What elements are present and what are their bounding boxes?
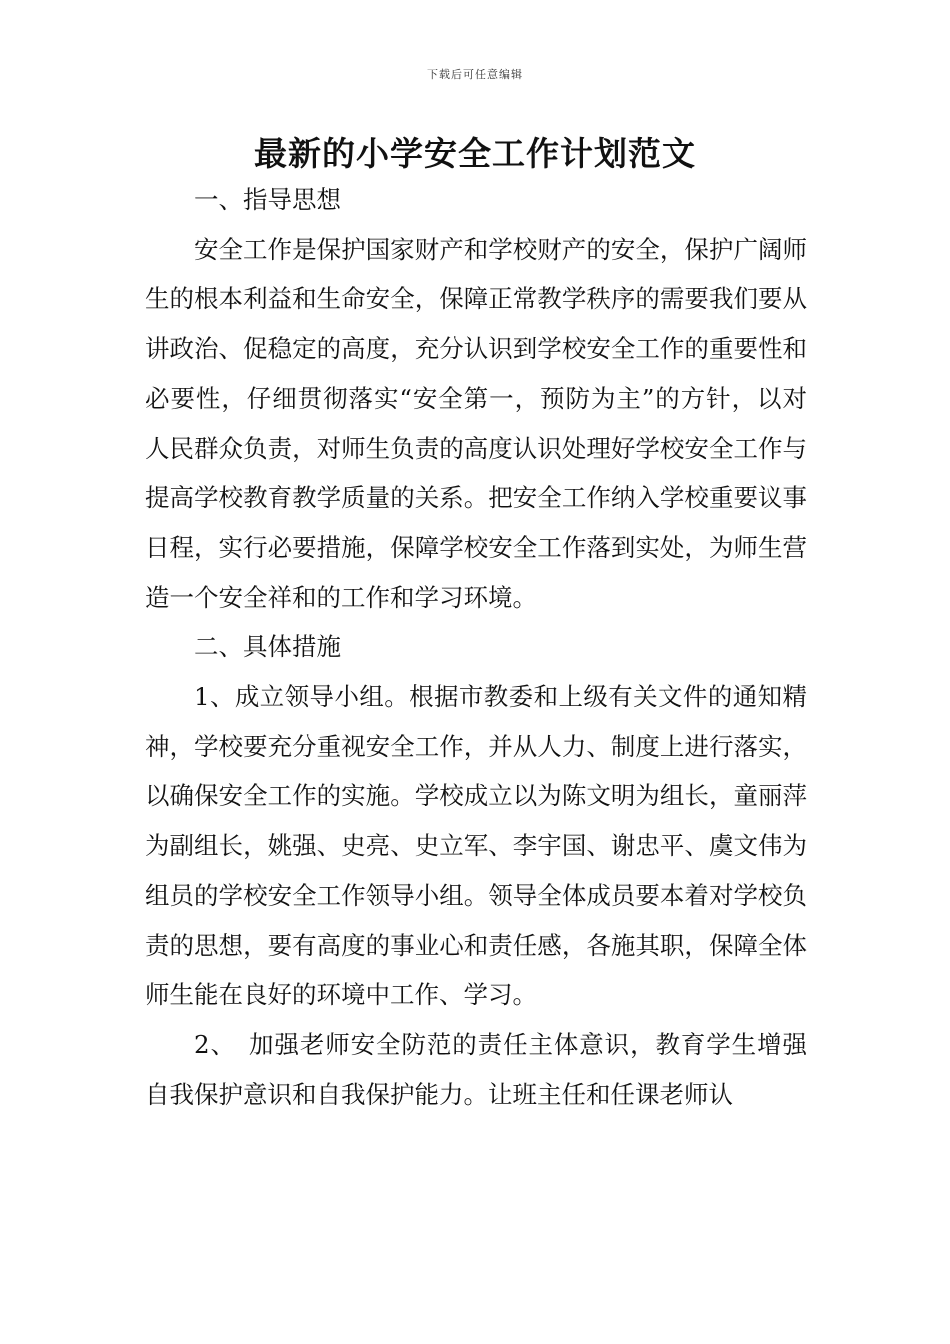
header-note: 下载后可任意编辑 [427,68,523,81]
document-title: 最新的小学安全工作计划范文 [254,134,696,173]
paragraph-measure-2: 2、 加强老师安全防范的责任主体意识，教育学生增强自我保护意识和自我保护能力。让班主任和任课老师认 [145,1029,807,1109]
paragraph-guiding-ideology: 安全工作是保护国家财产和学校财产的安全，保护广阔师生的根本利益和生命安全，保障正常教学秩序的需要我们要从讲政治、促稳定的高度，充分认识到学校安全工作的重要性和必要性，仔细贯彻落实“安全第一，预防为主”的方针，以对人民群众负责，对师生负责的高度认识处理好学校安全工作与提高学校教育教学质量的关系。把安全工作纳入学校重要议事日程，实行必要措施，保障学校安全工作落到实处，为师生营造一个安全祥和的工作和学习环境。 [145,234,807,612]
document-body [145,175,807,1119]
section-heading-specific-measures: 二、具体措施 [194,632,341,662]
paragraph-measure-1: 1、成立领导小组。根据市教委和上级有关文件的通知精神，学校要充分重视安全工作，并从人力、制度上进行落实，以确保安全工作的实施。学校成立以为陈文明为组长，童丽萍为副组长，姚强、史亮、史立军、李宇国、谢忠平、虞文伟为组员的学校安全工作领导小组。领导全体成员要本着对学校负责的思想，要有高度的事业心和责任感，各施其职，保障全体师生能在良好的环境中工作、学习。 [145,682,807,1010]
section-heading-guiding-ideology: 一、指导思想 [194,185,341,214]
